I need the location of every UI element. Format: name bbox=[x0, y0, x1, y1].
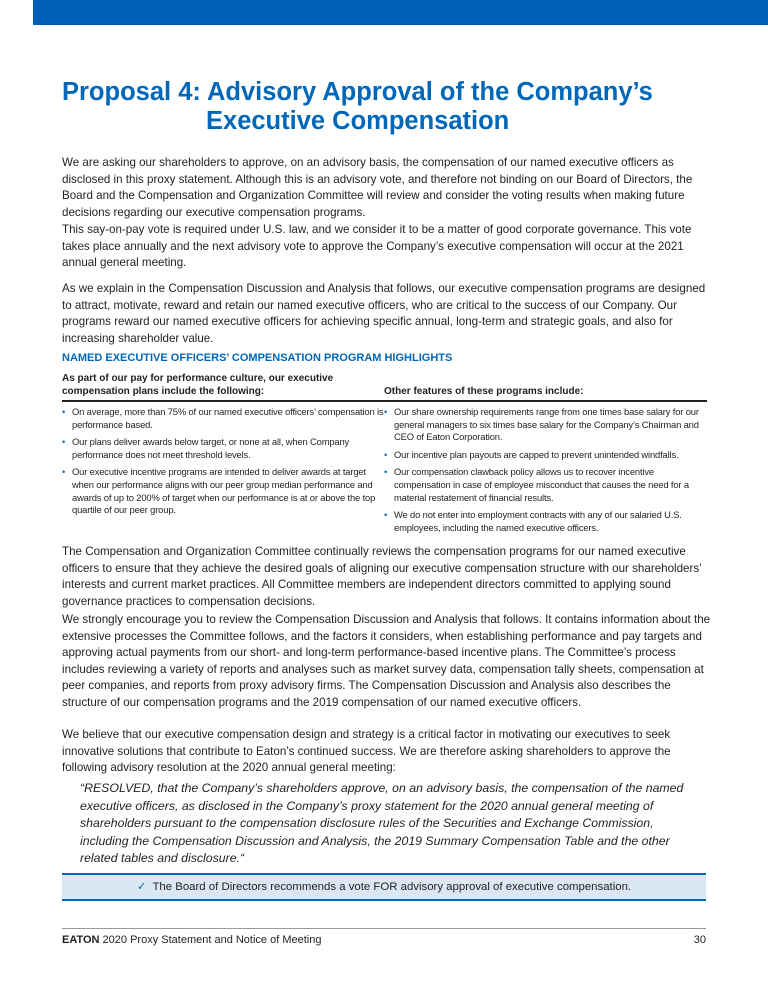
footer-doc-title: 2020 Proxy Statement and Notice of Meeting bbox=[99, 934, 322, 946]
header-bar bbox=[33, 0, 768, 25]
resolution-quote: “RESOLVED, that the Company’s shareholders approve, on an advisory basis, the compensation of the named executive officers, as disclosed in the Company’s proxy statement for the 2020 annual general meeting of shareholders pursuant to the compensation disclosure rules of the Securities and Exchange Commission, including the Compensation Discussion and Analysis, the 2019 Summary Compensation Table and the other related tables and disclosure.“ bbox=[80, 781, 684, 866]
paragraph: We believe that our executive compensation design and strategy is a critical factor in motivating our executives to seek innovative solutions that contribute to Eaton’s continued success. We are therefore asking shareholders to approve the following advisory resolution at the 2020 annual general meeting: bbox=[62, 728, 671, 775]
page-title bbox=[62, 78, 712, 136]
footer-brand: EATON bbox=[62, 934, 100, 946]
list-item: • Our plans deliver awards below target, or none at all, when Company performance does not meet threshold levels. bbox=[62, 436, 384, 461]
recommendation-box bbox=[62, 873, 706, 901]
title-line-2: Executive Compensation bbox=[206, 107, 510, 135]
list-item: • We do not enter into employment contracts with any of our salaried U.S. employees, including the named executive officers. bbox=[384, 509, 707, 534]
bullet-list bbox=[384, 406, 707, 539]
checkmark-icon: ✓ bbox=[136, 881, 147, 893]
column-header: As part of our pay for performance culture, our executive compensation plans include the following: bbox=[62, 373, 334, 397]
title-line-1: Proposal 4: Advisory Approval of the Company’s bbox=[62, 78, 653, 106]
paragraph: We are asking our shareholders to approve, on an advisory basis, the compensation of our named executive officers as disclosed in this proxy statement. Although this is an advisory vote, and therefore not binding on our Board of Directors, the Board and the Compensation and Organization Committee will review and consider the voting results when making future decisions regarding our executive compensation programs. bbox=[62, 156, 693, 219]
list-item: • Our compensation clawback policy allows us to recover incentive compensation in case of employee misconduct that causes the need for a material restatement of financial results. bbox=[384, 466, 707, 504]
column-header: Other features of these programs include: bbox=[384, 386, 584, 397]
recommendation-text: The Board of Directors recommends a vote FOR advisory approval of executive compensation. bbox=[152, 881, 632, 893]
paragraph: The Compensation and Organization Committee continually reviews the compensation programs for our named executive officers to ensure that they achieve the desired goals of aligning our executive compensation structure with our shareholders’ interests and current market practices. All Committee members are independent directors committed to applying sound governance practices to compensation decisions. bbox=[62, 545, 702, 608]
list-item: • Our executive incentive programs are intended to deliver awards at target when our performance aligns with our peer group median performance and awards of up to 200% of target when our performance is at or above the top quartile of our peer group. bbox=[62, 466, 384, 516]
paragraph: As we explain in the Compensation Discussion and Analysis that follows, our executive compensation programs are designed to attract, motivate, reward and retain our named executive officers, who are critical to the success of our Company. Our programs reward our named executive officers for achieving specific annual, long-term and strategic goals, and also for increasing shareholder value. bbox=[62, 282, 706, 345]
footer bbox=[62, 934, 706, 946]
footer-divider bbox=[62, 928, 706, 929]
highlights-table bbox=[62, 372, 707, 539]
list-item: • Our share ownership requirements range from one times base salary for our general managers to six times base salary for the Company’s Chairman and CEO of Eaton Corporation. bbox=[384, 406, 707, 444]
page-number: 30 bbox=[693, 934, 706, 946]
paragraph: We strongly encourage you to review the Compensation Discussion and Analysis that follows. It contains information about the extensive processes the Committee follows, and the factors it considers, when establishing performance and pay targets and approving actual payments from our short- and long-term performance-based incentive plans. The Committee’s process includes reviewing a variety of reports and analyses such as market survey data, compensation tally sheets, compensation at peer companies, and reports from proxy advisory firms. The Compensation Discussion and Analysis also describes the structure of our compensation programs and the 2019 compensation of our named executive officers. bbox=[62, 613, 711, 709]
list-item: • Our incentive plan payouts are capped to prevent unintended windfalls. bbox=[384, 449, 707, 462]
section-heading: NAMED EXECUTIVE OFFICERS’ COMPENSATION PROGRAM HIGHLIGHTS bbox=[62, 352, 453, 364]
bullet-list bbox=[62, 406, 384, 539]
list-item: • On average, more than 75% of our named executive officers’ compensation is performance based. bbox=[62, 406, 384, 431]
paragraph: This say-on-pay vote is required under U.S. law, and we consider it to be a matter of good corporate governance. This vote takes place annually and the next advisory vote to approve the Company’s executive compensation will occur at the 2021 annual general meeting. bbox=[62, 223, 692, 270]
